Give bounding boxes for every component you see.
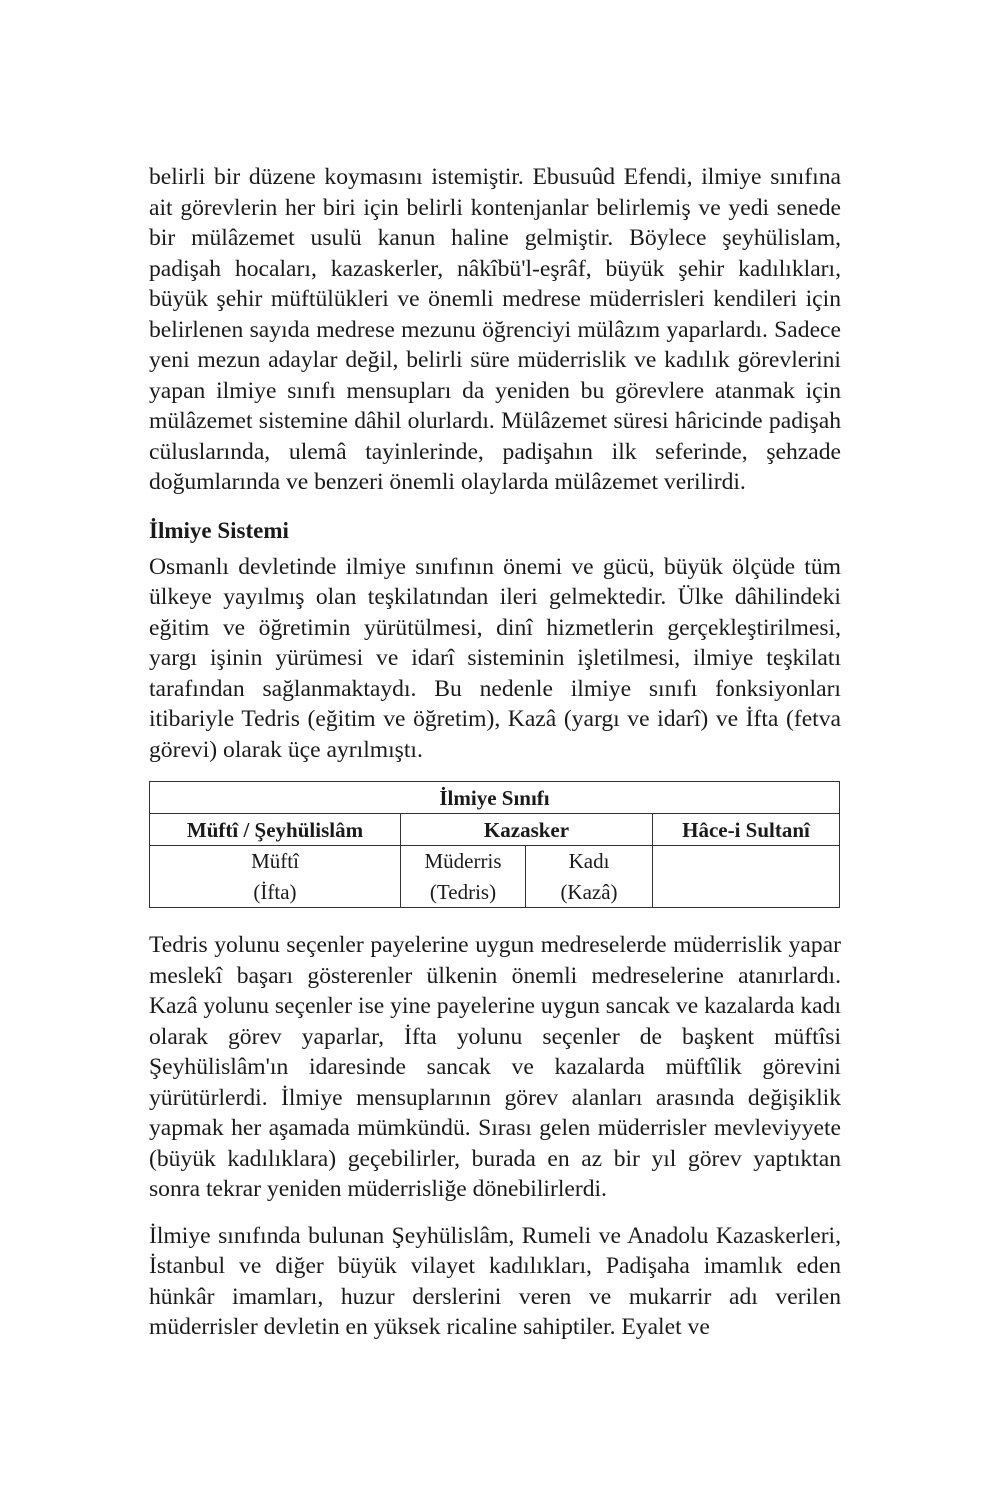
section-heading: İlmiye Sistemi — [149, 517, 289, 543]
table-title: İlmiye Sınıfı — [150, 782, 840, 814]
cell-hace-empty-2 — [653, 876, 840, 908]
cell-hace-empty — [653, 846, 840, 877]
cell-kadi: Kadı — [526, 846, 653, 877]
col-kazasker-header: Kazasker — [401, 814, 653, 846]
page-content — [149, 162, 841, 1343]
paragraph-tedris: Tedris yolunu seçenler payelerine uygun medreselerde müderrislik yapar meslekî başarı gösterenler ülkenin önemli medreselerine atanırlardı. Kazâ yolunu seçenler ise yine payelerine uygun sancak ve kazalarda kadı olarak görev yaparlar, İfta yolunu seçenler de başkent müftîsi Şeyhülislâm'ın idaresinde sancak ve kazalarda müftîlik görevini yürütürlerdi. İlmiye mensuplarının görev alanları arasında değişiklik yapmak her aşamada mümkündü. Sırası gelen müderrisler mevleviyyete (büyük kadılıklara) geçebilirler, burada en az bir yıl görev yaptıktan sonra tekrar yeniden müderrisliğe dönebilirlerdi. — [149, 932, 841, 1202]
cell-muderris: Müderris — [401, 846, 526, 877]
paragraph-rical: İlmiye sınıfında bulunan Şeyhülislâm, Rumeli ve Anadolu Kazaskerleri, İstanbul ve diğer büyük vilayet kadılıkları, Padişaha imamlık eden hünkâr imamları, huzur derslerini veren ve mukarrir adı verilen müderrisler devletin en yüksek ricaline sahiptiler. Eyalet ve — [149, 1222, 841, 1340]
col-mufti-header: Müftî / Şeyhülislâm — [150, 814, 401, 846]
paragraph-ilmiye-system: Osmanlı devletinde ilmiye sınıfının önemi ve gücü, büyük ölçüde tüm ülkeye yayılmış olan teşkilatından ileri gelmektedir. Ülke dâhilindeki eğitim ve öğretimin yürütülmesi, dinî hizmetlerin gerçekleştirilmesi, yargı işinin yürümesi ve idarî sisteminin işletilmesi, ilmiye teşkilatı tarafından sağlanmaktaydı. Bu nedenle ilmiye sınıfı fonksiyonları itibariyle Tedris (eğitim ve öğretim), Kazâ (yargı ve idarî) ve İfta (fetva görevi) olarak üçe ayrılmıştı. — [149, 553, 841, 763]
cell-kadi-sub: (Kazâ) — [526, 876, 653, 908]
paragraph-mulazemet: belirli bir düzene koymasını istemiştir. Ebusuûd Efendi, ilmiye sınıfına ait görevlerin her biri için belirli kontenjanlar belirlemiş ve yedi senede bir mülâzemet usulü kanun haline gelmiştir. Böylece şeyhülislam, padişah hocaları, kazaskerler, nâkîbü'l-eşrâf, büyük şehir kadılıkları, büyük şehir müftülükleri ve önemli medrese müderrisleri kendileri için belirlenen sayıda medrese mezunu öğrenciyi mülâzım yaparlardı. Sadece yeni mezun adaylar değil, belirli süre müderrislik ve kadılık görevlerini yapan ilmiye sınıfı mensupları da yeniden bu görevlere atanmak için mülâzemet sistemine dâhil olurlardı. Mülâzemet süresi hâricinde padişah cüluslarında, ulemâ tayinlerinde, padişahın ilk seferinde, şehzade doğumlarında ve benzeri önemli olaylarda mülâzemet verilirdi. — [149, 164, 841, 495]
cell-mufti-sub: (İfta) — [150, 876, 401, 908]
col-hace-header: Hâce-i Sultanî — [653, 814, 840, 846]
cell-mufti: Müftî — [150, 846, 401, 877]
ilmiye-table — [149, 781, 840, 908]
cell-muderris-sub: (Tedris) — [401, 876, 526, 908]
